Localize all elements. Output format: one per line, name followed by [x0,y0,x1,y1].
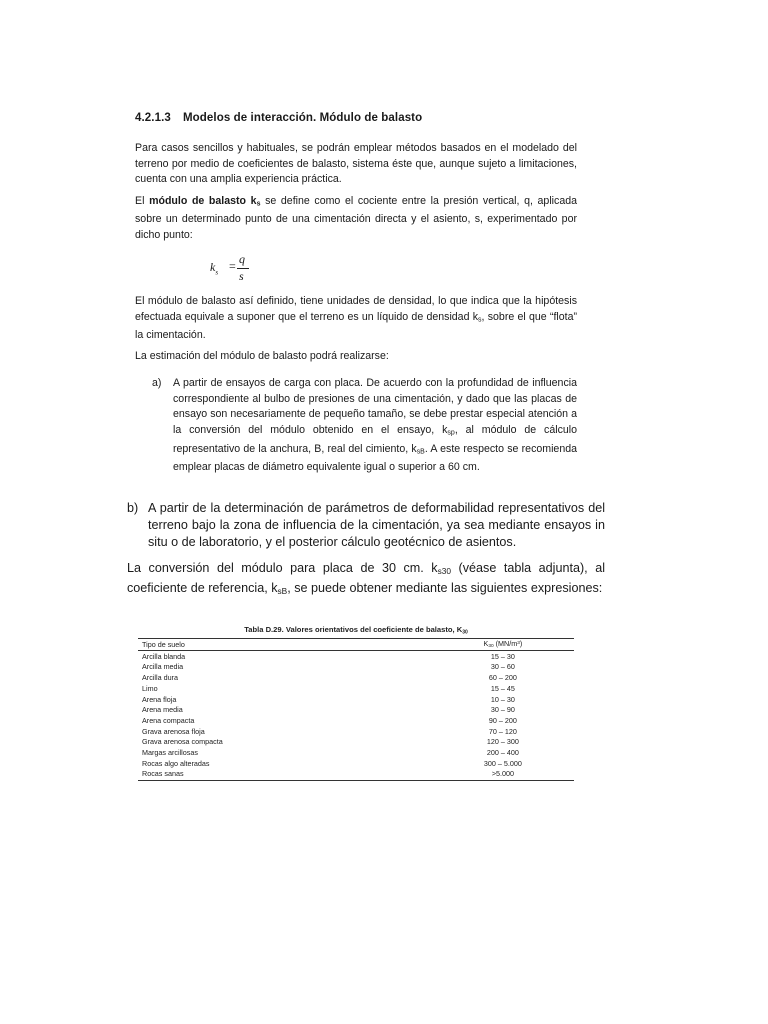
soil-table [138,638,574,780]
section-title: Modelos de interacción. Módulo de balasto [183,112,423,124]
table-row [138,684,574,695]
cell-k30-value: 300 – 5.000 [483,758,522,768]
formula-numerator: q [239,252,245,266]
list-item-a-text [173,376,577,476]
section-number: 4.2.1.3 [135,112,171,124]
cell-soil-type: Arcilla dura [142,673,178,683]
conversion-subscript-sb: sB [277,585,288,596]
table-row [138,705,574,716]
header-k30 [428,639,574,651]
paragraph-estimation: La estimación del módulo de balasto podrá realizarse: [135,350,389,362]
list-item-b-text: A partir de la determinación de parámetros de deformabilidad representativos del terreno bajo la zona de influencia de la cimentación, ya sea mediante ensayos in situ o de laboratorio, y el posterior cálculo geotécnico de asientos. [148,501,605,550]
ks-subscript: s [478,316,482,324]
paragraph-conversion [127,560,605,599]
cell-k30-value: >5.000 [428,769,574,780]
item-a-text-1: A partir de ensayos de carga con placa. De acuerdo con la profundidad de influencia correspondiente al bulbo de presiones de una cimentación, y dado que las placas de ensayo son necesariamente de pequeño tamaño, se debe prestar especial atención a la conversión del módulo obtenido en el ensayo, k [173,377,577,437]
cell-k30-value: 60 – 200 [488,673,517,683]
soil-table-container [138,625,574,781]
term-subscript: s [256,200,261,208]
header-unit-close: ) [519,639,523,649]
section-heading [135,112,595,124]
cell-k30-value: 30 – 90 [490,705,515,715]
conversion-text-2: (véase tabla adjunta), al coeficiente de referencia, k [127,561,605,595]
conversion-text-3: , se puede obtener mediante las siguientes expresiones: [287,580,603,595]
list-item-b [127,500,605,552]
header-unit: (MN/m [493,639,518,649]
conversion-subscript-s30: s30 [437,566,451,577]
table-row [138,651,574,662]
formula-k-subscript: s [215,268,219,277]
formula-k: k [210,260,216,274]
list-item-b-label: b) [127,501,139,515]
formula-lhs [210,260,218,276]
table-row [138,694,574,705]
paragraph-definition-text: El [135,195,150,207]
table-caption-subscript: 30 [462,629,468,636]
list-item-a-label: a) [152,377,162,389]
table-row [138,673,574,684]
cell-soil-type: Arena media [142,705,183,715]
header-soil-type: Tipo de suelo [138,639,428,651]
list-item-a [152,376,577,476]
paragraph-intro: Para casos sencillos y habituales, se podrán emplear métodos basados en el modelado del terreno por medio de coeficientes de balasto, sistema éste que, aunque sujeto a limitaciones, cuenta con una amplia experiencia práctica. [135,142,577,186]
cell-soil-type: Rocas sanas [138,769,428,780]
conversion-text-1: La conversión del módulo para placa de 30 cm. k [127,561,438,575]
table-row [138,769,574,780]
item-a-subscript-sp: sp [447,429,455,437]
item-a-text-2: , al módulo de cálculo representativo de la anchura, B, real del cimiento, k [173,424,577,455]
cell-k30-value: 90 – 200 [488,715,517,725]
paragraph-definition-text-end: se define como el cociente entre la presión vertical, q, aplicada sobre un determinado punto de una cimentación directa y el asiento, s, experimentado por dicho punto: [135,195,577,242]
table-row [138,662,574,673]
item-a-subscript-sb: sB [416,448,425,456]
cell-k30-value: 30 – 60 [490,662,515,672]
table-row [138,748,574,759]
table-caption-text: Tabla D.29. Valores orientativos del coeficiente de balasto, K [244,625,463,634]
cell-k30-value: 10 – 30 [490,694,515,704]
cell-soil-type: Rocas algo alteradas [142,758,210,768]
table-row [138,726,574,737]
paragraph-units-text-end: , sobre el que “flota” la cimentación. [135,310,578,342]
formula-equals: = [229,259,236,273]
cell-k30-value: 15 – 30 [490,651,515,661]
term-text: módulo de balasto k [149,195,257,207]
term-modulo-balasto [149,195,260,207]
table-row [138,758,574,769]
table-caption [138,625,574,635]
table-row [138,716,574,727]
formula-denominator: s [239,269,244,283]
table-row [138,737,574,748]
formula-ks [208,252,268,284]
header-k-subscript: 30 [488,644,494,650]
item-a-text-3: . A este respecto se recomienda emplear placas de diámetro equivalente igual o superior a 60 cm. [173,442,577,473]
cell-soil-type: Grava arenosa floja [142,726,205,736]
header-k: K [483,639,489,649]
cell-soil-type: Arcilla blanda [142,651,186,661]
cell-soil-type: Arena floja [142,694,177,704]
cell-k30-value: 70 – 120 [488,726,517,736]
table-header-row [138,639,574,651]
paragraph-units [135,294,577,344]
cell-soil-type: Limo [142,683,158,693]
cell-k30-value: 120 – 300 [486,737,519,747]
cell-soil-type: Grava arenosa compacta [142,737,223,747]
cell-soil-type: Margas arcillosas [142,747,198,757]
cell-soil-type: Arena compacta [142,715,195,725]
cell-soil-type: Arcilla media [142,662,184,672]
paragraph-units-text: El módulo de balasto así definido, tiene unidades de densidad, lo que indica que la hipótesis efectuada equivale a suponer que el terreno es un líquido de densidad k [135,295,577,323]
cell-k30-value: 15 – 45 [490,683,515,693]
paragraph-definition [135,194,577,244]
cell-k30-value: 200 – 400 [486,747,519,757]
header-unit-superscript: 3 [517,641,520,647]
